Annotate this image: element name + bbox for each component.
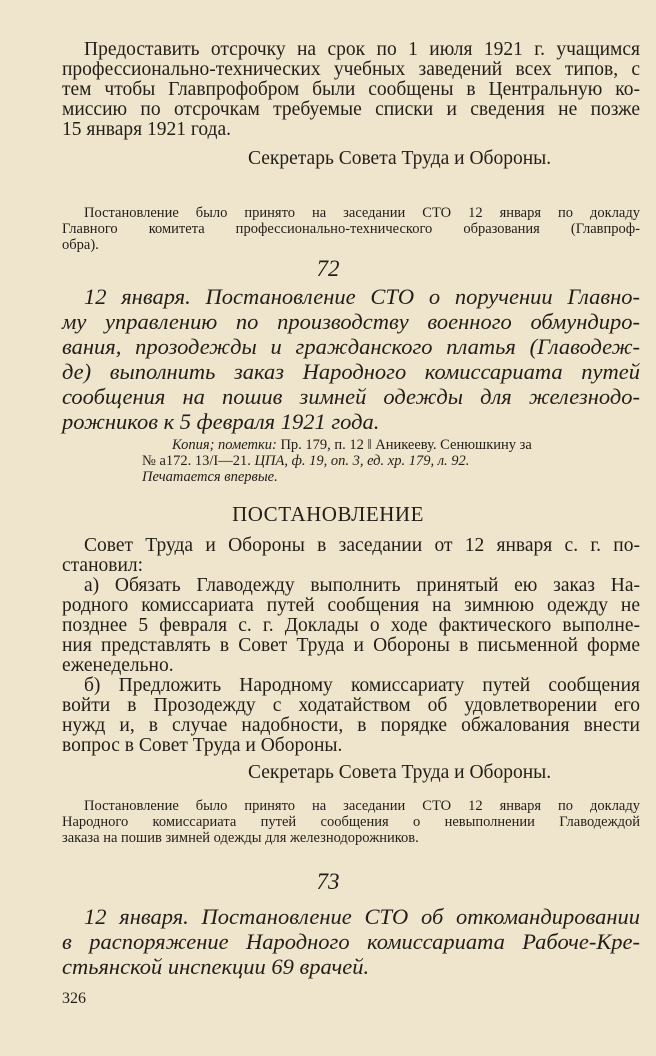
paragraph-deferral bbox=[62, 40, 640, 140]
section-heading: ПОСТАНОВЛЕНИЕ bbox=[232, 502, 424, 526]
resolution-body bbox=[62, 536, 640, 756]
source-marks: Пр. 179, п. 12 ‖ Аникееву. Сенюшкину за bbox=[280, 437, 532, 453]
text-line: вопрос в Совет Труда и Обороны. bbox=[62, 735, 343, 756]
text-line: заказа на пошив зимней одежды для железнодорожников. bbox=[62, 830, 419, 846]
text-line: вания, прозодежды и гражданского платья (Главодеж- bbox=[62, 334, 640, 359]
page-number: 326 bbox=[62, 990, 86, 1007]
text-line: де) выполнить заказ Народного комиссариата путей bbox=[62, 359, 640, 384]
text-line: сообщения на пошив зимней одежды для железнодо- bbox=[62, 384, 640, 409]
text-line: 15 января 1921 года. bbox=[62, 119, 232, 140]
source-line bbox=[172, 437, 532, 453]
text-line: Совет Труда и Обороны в заседании от 12 января с. г. по- bbox=[84, 535, 640, 556]
text-line: Главного комитета профессионально-технического образования (Главпроф- bbox=[62, 221, 640, 237]
text-line: а) Обязать Главодежду выполнить принятый ею заказ На- bbox=[84, 575, 640, 596]
text-line: становил: bbox=[62, 555, 144, 576]
text-line: ния представлять в Совет Труда и Обороны в письменной форме bbox=[62, 635, 640, 656]
signature-secretary: Секретарь Совета Труда и Обороны. bbox=[248, 148, 552, 169]
text-line: рожников к 5 февраля 1921 года. bbox=[62, 409, 380, 434]
text-line: родного комиссариата путей сообщения на зимнюю одежду не bbox=[62, 595, 640, 616]
text-line: Постановление было принято на заседании СТО 12 января по докладу bbox=[84, 205, 640, 221]
text-line: Постановление было принято на заседании СТО 12 января по докладу bbox=[84, 798, 640, 814]
text-line: в распоряжение Народного комиссариата Рабоче-Кре- bbox=[62, 929, 640, 954]
signature-secretary: Секретарь Совета Труда и Обороны. bbox=[248, 762, 552, 783]
document-number: 72 bbox=[316, 256, 340, 281]
text-line: еженедельно. bbox=[62, 655, 174, 676]
text-line: позднее 5 февраля с. г. Доклады о ходе фактического выполне- bbox=[62, 615, 640, 636]
source-line bbox=[142, 453, 469, 469]
text-line: Предоставить отсрочку на срок по 1 июля 1921 г. учащимся bbox=[84, 39, 640, 60]
text-line: войти в Прозодежду с ходатайством об удовлетворении его bbox=[62, 695, 640, 716]
source-number: № а172. 13/I—21. bbox=[142, 453, 251, 469]
text-line: профессионально-технических учебных заведений всех типов, с bbox=[62, 59, 640, 80]
document-title bbox=[62, 904, 640, 979]
text-line: б) Предложить Народному комиссариату путей сообщения bbox=[84, 675, 640, 696]
source-label: Копия; пометки: bbox=[172, 437, 277, 453]
text-line: тем чтобы Главпрофобром были сообщены в Центральную ко- bbox=[62, 79, 640, 100]
text-line: миссию по отсрочкам требуемые списки и сведения не позже bbox=[62, 99, 640, 120]
document-number: 73 bbox=[316, 869, 340, 894]
publication-note: Печатается впервые. bbox=[142, 469, 278, 485]
text-line: стьянской инспекции 69 врачей. bbox=[62, 954, 370, 979]
archive-reference: ЦПА, ф. 19, оп. 3, ед. хр. 179, л. 92. bbox=[254, 453, 470, 469]
document-title bbox=[62, 284, 640, 434]
note-adoption bbox=[62, 205, 640, 253]
text-line: обра). bbox=[62, 237, 99, 253]
text-line: Народного комиссариата путей сообщения о невыполнении Главодеждой bbox=[62, 814, 640, 830]
text-line: му управлению по производству военного обмундиро- bbox=[62, 309, 640, 334]
text-line: нужд и, в случае надобности, в порядке обжалования внести bbox=[62, 715, 640, 736]
text-line: 12 января. Постановление СТО о поручении Главно- bbox=[84, 284, 640, 309]
text-line: 12 января. Постановление СТО об откомандировании bbox=[84, 904, 640, 929]
note-adoption bbox=[62, 798, 640, 846]
